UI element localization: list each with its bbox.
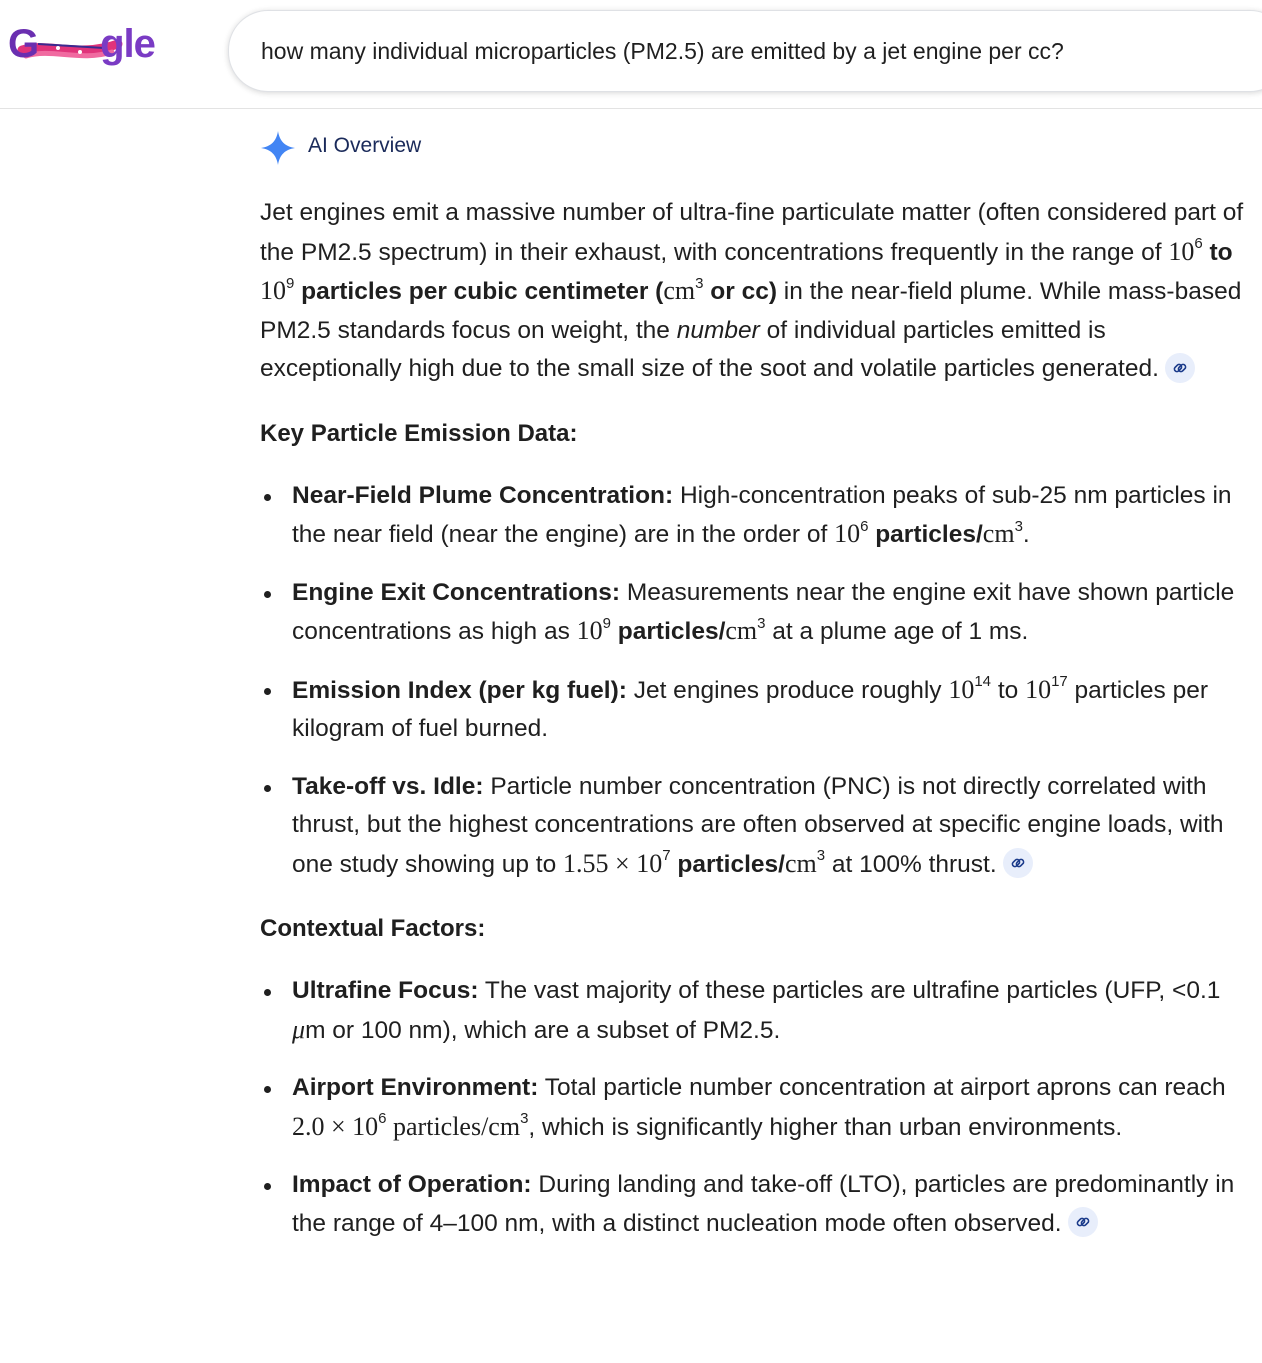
google-doodle-logo[interactable] [8, 18, 158, 74]
search-input[interactable]: how many individual microparticles (PM2.5) are emitted by a jet engine per cc? [261, 38, 1064, 64]
link-icon [1172, 360, 1188, 376]
link-icon [1010, 855, 1026, 871]
source-link-chip[interactable] [1165, 353, 1195, 383]
list-item: Emission Index (per kg fuel): Jet engines produce roughly $10^{14}$ to $10^{17}$ particles per kilogram of fuel burned. [260, 671, 1250, 749]
source-link-chip[interactable] [1068, 1207, 1098, 1237]
ai-overview-title: AI Overview [308, 134, 422, 157]
list-item: Impact of Operation: During landing and take-off (LTO), particles are predominantly in the range of 4–100 nm, with a distinct nucleation mode often observed. [260, 1166, 1250, 1243]
list-item: Airport Environment: Total particle number concentration at airport aprons can reach $2.0 \times 10^6$ particles/$cm^3$, which is significantly higher than urban environments. [260, 1069, 1250, 1147]
gemini-sparkle-icon [260, 130, 296, 166]
list-item: Take-off vs. Idle: Particle number concentration (PNC) is not directly correlated with thrust, but the highest concentrations are often observed at specific engine loads, with one study showing up to $1.55 \times 10^7$ particles/$cm^3$ at 100% thrust. [260, 768, 1250, 885]
list-item: Ultrafine Focus: The vast majority of these particles are ultrafine particles (UFP, <0.1 μm or 100 nm), which are a subset of PM2.5. [260, 972, 1250, 1050]
section-title-key-data: Key Particle Emission Data: [260, 419, 578, 447]
list-item: Engine Exit Concentrations: Measurements near the engine exit have shown particle concentrations as high as $10^9$ particles/$cm^3$ at a plume age of 1 ms. [260, 574, 1250, 652]
ai-overview-header [260, 120, 1250, 176]
logo-wordmark: G gle [8, 22, 155, 66]
section-title-contextual-factors: Contextual Factors: [260, 915, 486, 942]
list-item: Near-Field Plume Concentration: High-concentration peaks of sub-25 nm particles in the near field (near the engine) are in the order of $10^6$ particles/$cm^3$. [260, 477, 1250, 555]
key-data-list [260, 477, 1250, 885]
search-box[interactable] [228, 10, 1262, 92]
header [0, 0, 1262, 109]
overview-lead-paragraph: Jet engines emit a massive number of ultra-fine particulate matter (often considered part of the PM2.5 spectrum) in their exhaust, with concentrations frequently in the range of $10^6$ to $10^9$ particles per cubic centimeter ($cm^3$ or cc) in the near-field plume. While mass-based PM2.5 standards focus on weight, the number of individual particles emitted is exceptionally high due to the small size of the soot and volatile particles generated. [260, 199, 1244, 382]
source-link-chip[interactable] [1003, 848, 1033, 878]
contextual-factors-list [260, 972, 1250, 1243]
ai-overview-panel [260, 120, 1250, 1262]
link-icon [1075, 1214, 1091, 1230]
